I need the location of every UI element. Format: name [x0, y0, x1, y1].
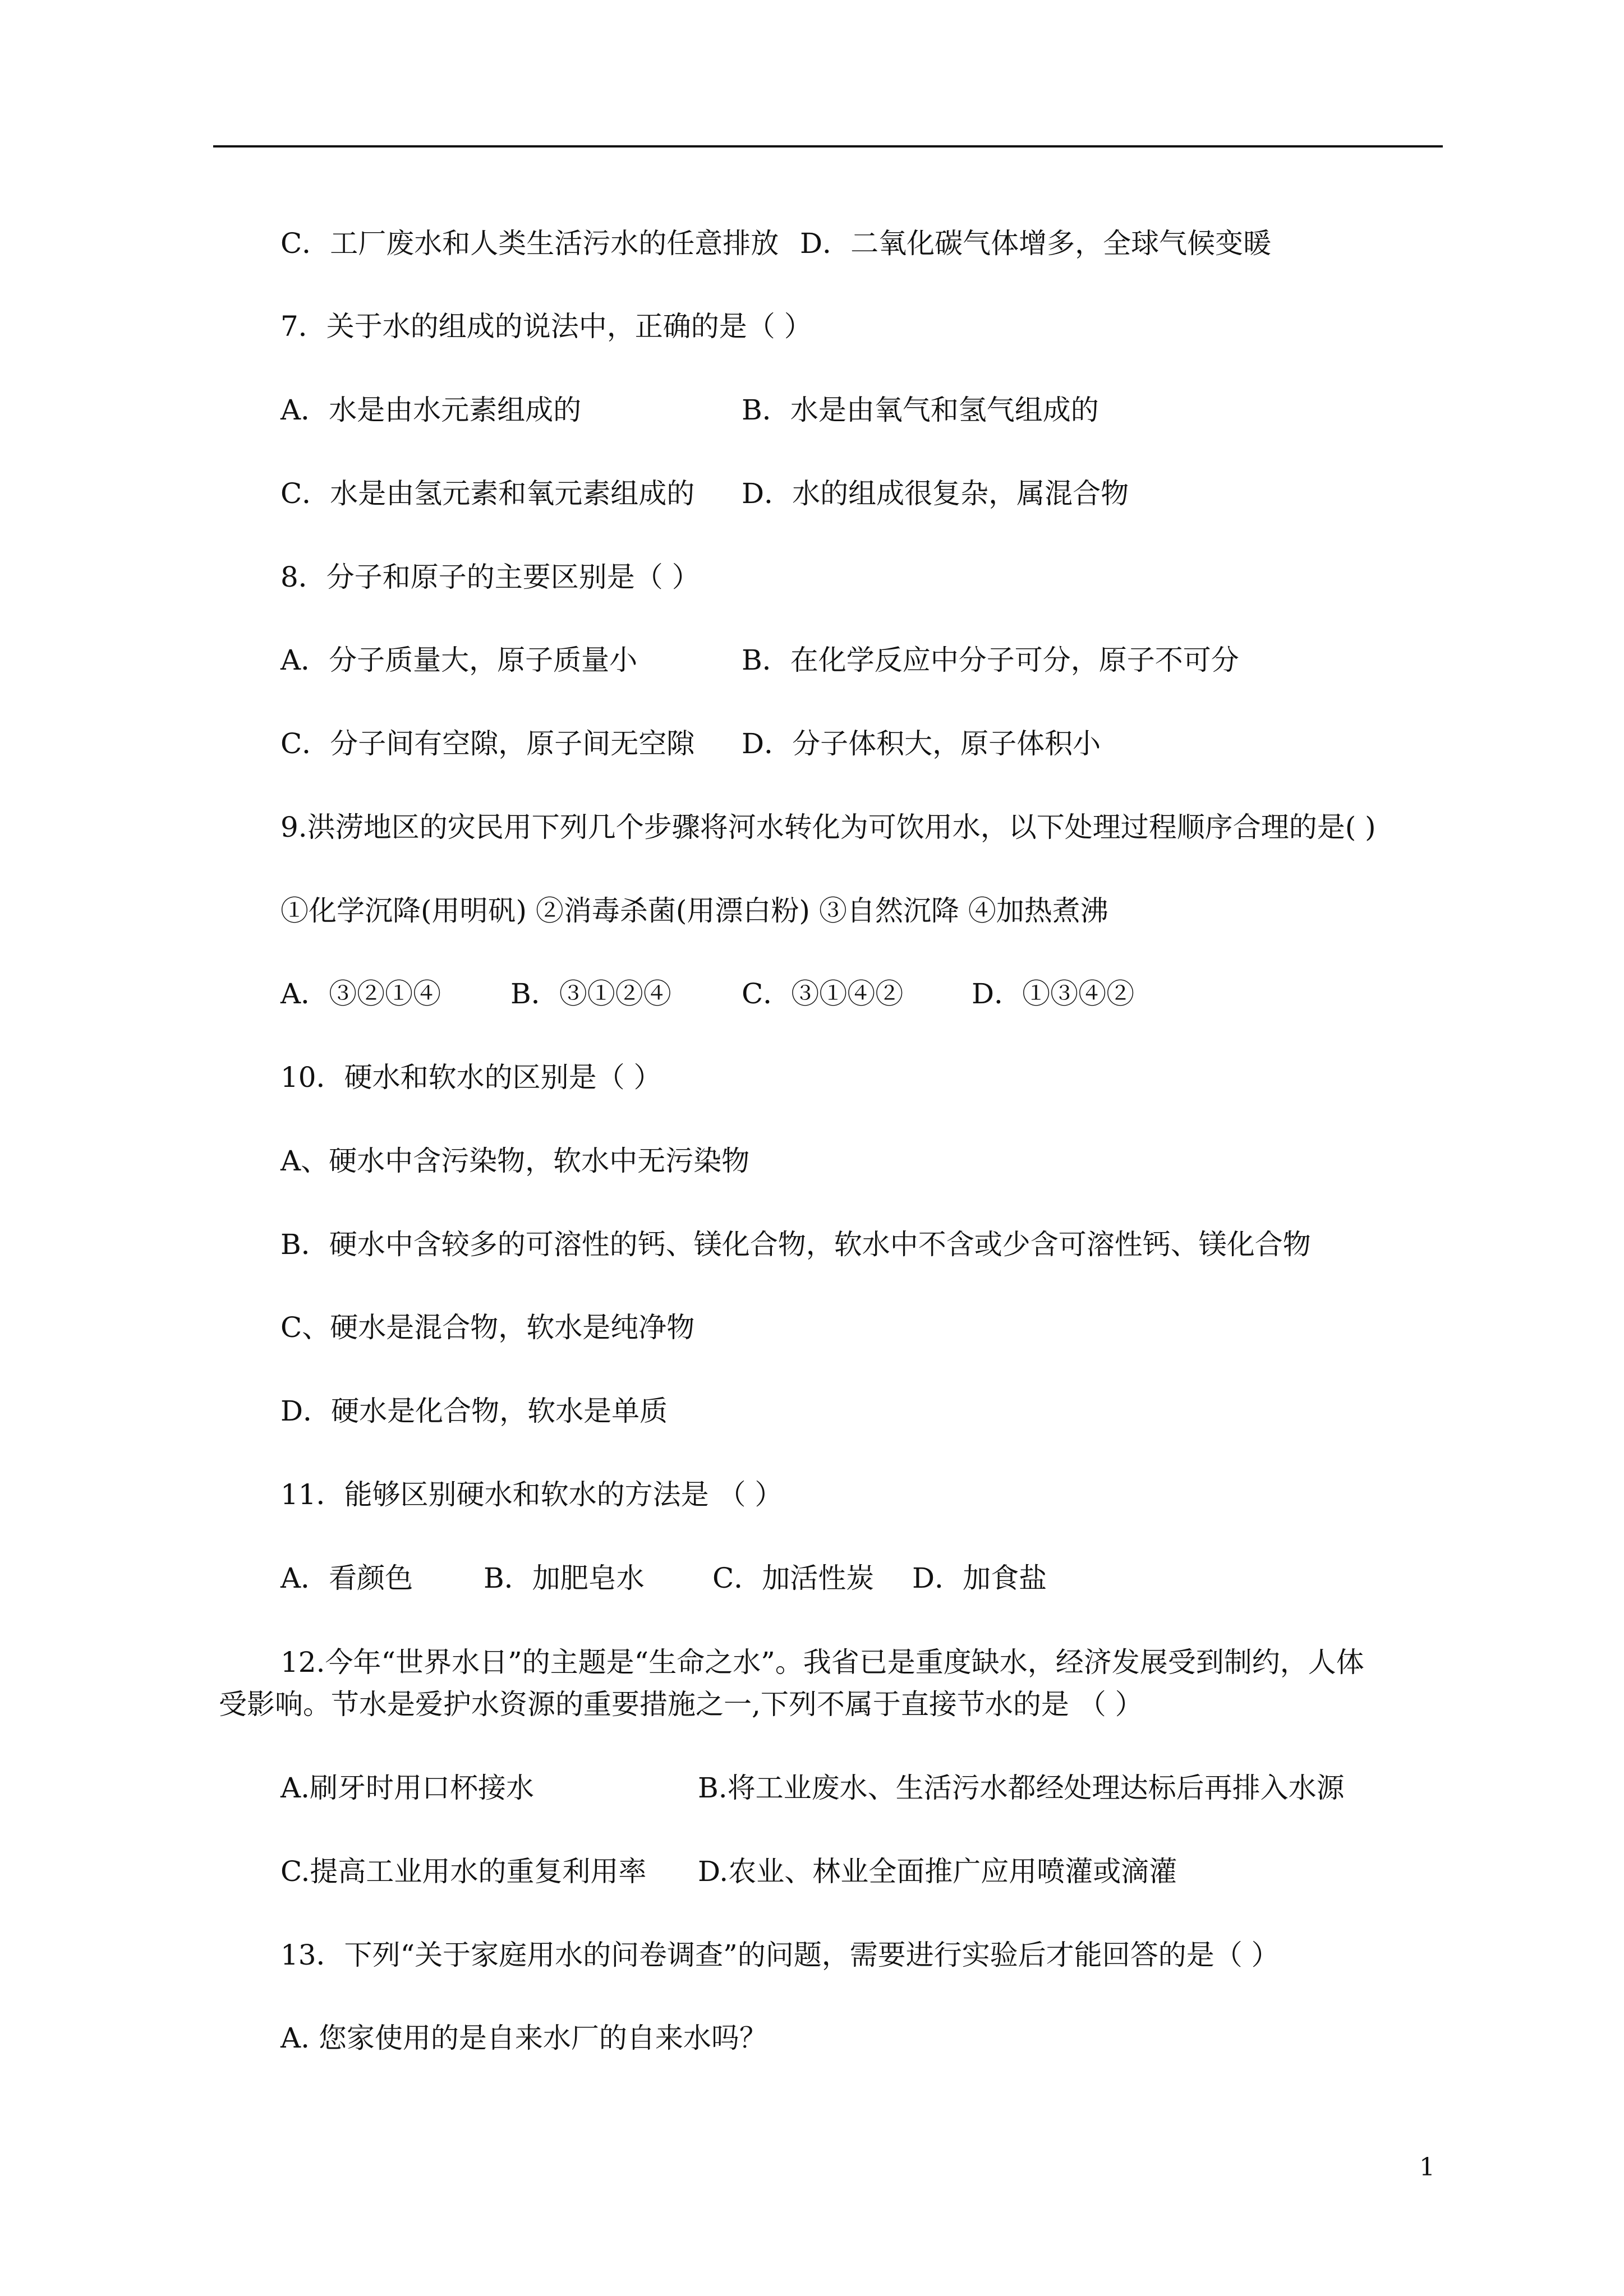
option-q8-b: B．在化学反应中分子可分，原子不可分	[742, 644, 1239, 676]
option-q6-c: C．工厂废水和人类生活污水的任意排放	[280, 227, 779, 260]
header-rule	[213, 145, 1443, 147]
option-q10-a: A、硬水中含污染物，软水中无污染物	[280, 1145, 750, 1177]
option-q7-b: B．水是由氧气和氢气组成的	[742, 394, 1099, 426]
option-q12-c: C.提高工业用水的重复利用率	[280, 1855, 647, 1888]
option-q9-d: D．①③④②	[972, 978, 1135, 1010]
option-q13-a: A. 您家使用的是自来水厂的自来水吗？	[280, 2022, 767, 2054]
question-11: 11．能够区别硬水和软水的方法是 （ ）	[280, 1478, 783, 1511]
option-q7-a: A．水是由水元素组成的	[280, 394, 582, 426]
option-q11-d: D．加食盐	[912, 1562, 1047, 1594]
question-9-steps: ①化学沉降(用明矾) ②消毒杀菌(用漂白粉) ③自然沉降 ④加热煮沸	[280, 895, 1108, 927]
option-q10-b: B．硬水中含较多的可溶性的钙、镁化合物，软水中不含或少含可溶性钙、镁化合物	[280, 1228, 1311, 1261]
option-q9-a: A．③②①④	[280, 978, 441, 1010]
option-q12-d: D.农业、林业全面推广应用喷灌或滴灌	[698, 1855, 1177, 1888]
question-8: 8．分子和原子的主要区别是（ ）	[280, 561, 700, 593]
option-q8-d: D．分子体积大，原子体积小	[742, 727, 1101, 760]
option-q7-c: C．水是由氢元素和氧元素组成的	[280, 477, 695, 510]
option-q12-b: B.将工业废水、生活污水都经处理达标后再排入水源	[698, 1772, 1345, 1804]
question-10: 10．硬水和软水的区别是（ ）	[280, 1061, 662, 1094]
page-number: 1	[1419, 2153, 1435, 2182]
option-q12-a: A.刷牙时用口杯接水	[280, 1772, 535, 1804]
option-q6-d: D．二氧化碳气体增多，全球气候变暖	[800, 227, 1272, 260]
option-q11-c: C．加活性炭	[712, 1562, 875, 1594]
option-q9-c: C．③①④②	[742, 978, 904, 1010]
question-13: 13．下列“关于家庭用水的问卷调查”的问题，需要进行实验后才能回答的是（ ）	[280, 1939, 1280, 1971]
option-q7-d: D．水的组成很复杂，属混合物	[742, 477, 1129, 510]
question-12-line-1: 12.今年“世界水日”的主题是“生命之水”。我省已是重度缺水，经济发展受到制约，人体	[280, 1646, 1364, 1679]
question-12-line-2: 受影响。节水是爱护水资源的重要措施之一,下列不属于直接节水的是 （ ）	[219, 1688, 1143, 1721]
option-q8-c: C．分子间有空隙，原子间无空隙	[280, 727, 695, 760]
option-q11-a: A．看颜色	[280, 1562, 413, 1594]
option-q10-c: C、硬水是混合物，软水是纯净物	[280, 1311, 695, 1344]
option-q8-a: A．分子质量大，原子质量小	[280, 644, 638, 676]
question-7: 7．关于水的组成的说法中，正确的是（ ）	[280, 310, 812, 343]
option-q9-b: B．③①②④	[510, 978, 671, 1010]
option-q11-b: B．加肥皂水	[484, 1562, 645, 1594]
option-q10-d: D．硬水是化合物，软水是单质	[280, 1395, 668, 1427]
question-9: 9.洪涝地区的灾民用下列几个步骤将河水转化为可饮用水，以下处理过程顺序合理的是( )	[280, 811, 1376, 843]
